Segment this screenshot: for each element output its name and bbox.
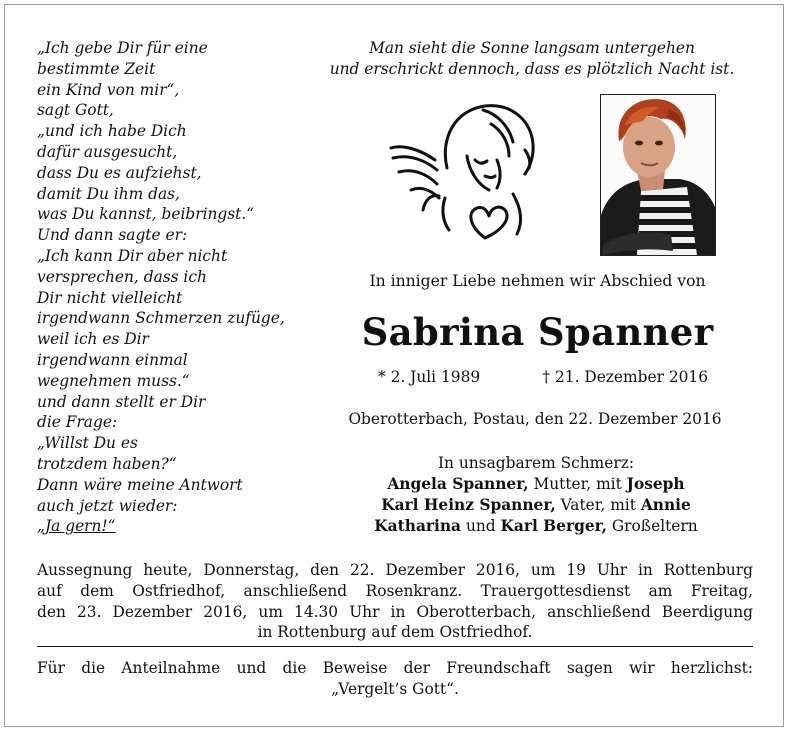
poem-line-last: „Ja gern!“ <box>37 517 116 536</box>
thanks-line: Für die Anteilnahme und die Beweise der Freundschaft sagen wir herzlichst: <box>37 659 753 677</box>
poem-line: die Frage: <box>37 413 118 432</box>
mourner-name: Annie <box>640 496 691 514</box>
death-date: † 21. Dezember 2016 <box>542 368 708 386</box>
poem-line: versprechen, dass ich <box>37 267 207 286</box>
mourners-heading: In unsagbarem Schmerz: <box>437 454 635 472</box>
mourner-name: Katharina <box>374 517 462 535</box>
poem-line: irgendwann einmal <box>37 350 188 369</box>
portrait-image <box>601 95 715 255</box>
poem-line: trotzdem haben?“ <box>37 454 177 473</box>
mourner-name: Karl Berger, <box>500 517 607 535</box>
poem-line: ein Kind von mir“, <box>37 80 180 99</box>
thanks-line: „Vergelt’s Gott“. <box>331 680 459 698</box>
mourner-relation: Mutter, mit <box>528 475 627 493</box>
poem-line: „Ich gebe Dir für eine <box>37 39 208 57</box>
mourner-name: Joseph <box>626 475 685 493</box>
poem-line: wegnehmen muss.“ <box>37 371 190 390</box>
service-line: Aussegnung heute, Donnerstag, den 22. Dezember 2016, um 19 Uhr in Rottenburg <box>37 561 753 579</box>
poem-line: dafür ausgesucht, <box>37 142 178 161</box>
poem-line: weil ich es Dir <box>37 330 149 349</box>
poem <box>37 38 322 537</box>
birth-date: * 2. Juli 1989 <box>378 368 481 386</box>
quote-line: und erschrickt dennoch, dass es plötzlich Nacht ist. <box>329 60 735 78</box>
mourner-name: Karl Heinz Spanner, <box>381 496 556 514</box>
quote-line: Man sieht die Sonne langsam untergehen <box>369 39 695 57</box>
portrait-photo <box>600 94 716 256</box>
poem-line: „Willst Du es <box>37 434 138 453</box>
divider-line <box>37 646 753 647</box>
poem-line: und dann stellt er Dir <box>37 392 206 411</box>
mourner-relation: Vater, mit <box>555 496 641 514</box>
mourner-name: Angela Spanner, <box>387 475 529 493</box>
mourners-row <box>326 495 746 516</box>
poem-line: bestimmte Zeit <box>37 59 156 78</box>
poem-line: Dir nicht vielleicht <box>37 288 183 307</box>
mourners-block <box>326 453 746 537</box>
poem-line: auch jetzt wieder: <box>37 496 178 515</box>
farewell-intro: In inniger Liebe nehmen wir Abschied von <box>369 272 706 290</box>
service-line: in Rottenburg auf dem Ostfriedhof. <box>257 623 533 642</box>
poem-line: „und ich habe Dich <box>37 122 187 141</box>
poem-line: damit Du ihm das, <box>37 184 180 203</box>
place-and-date: Oberotterbach, Postau, den 22. Dezember 2016 <box>348 410 722 428</box>
mourners-row <box>326 474 746 495</box>
deceased-name: Sabrina Spanner <box>361 310 714 354</box>
life-dates <box>378 368 708 386</box>
poem-line: Und dann sagte er: <box>37 226 188 245</box>
poem-line: irgendwann Schmerzen zufüge, <box>37 309 285 328</box>
poem-line: sagt Gott, <box>37 101 114 120</box>
mourners-row <box>326 516 746 537</box>
angel-icon <box>385 98 540 246</box>
poem-line: dass Du es aufziehst, <box>37 163 202 182</box>
poem-line: „Ich kann Dir aber nicht <box>37 246 228 265</box>
heart-icon <box>471 207 507 238</box>
mourner-relation: und <box>461 517 501 535</box>
thanks-note <box>37 658 753 700</box>
mourner-relation: Großeltern <box>607 517 698 535</box>
epigraph-quote <box>312 38 752 80</box>
poem-line: Dann wäre meine Antwort <box>37 475 243 494</box>
service-line: auf dem Ostfriedhof, anschließend Rosenkranz. Trauergottesdienst am Freitag, <box>37 581 753 600</box>
poem-line: was Du kannst, beibringst.“ <box>37 205 255 224</box>
funeral-service-info <box>37 560 753 643</box>
service-line: den 23. Dezember 2016, um 14.30 Uhr in Oberotterbach, anschließend Beerdigung <box>37 602 753 621</box>
